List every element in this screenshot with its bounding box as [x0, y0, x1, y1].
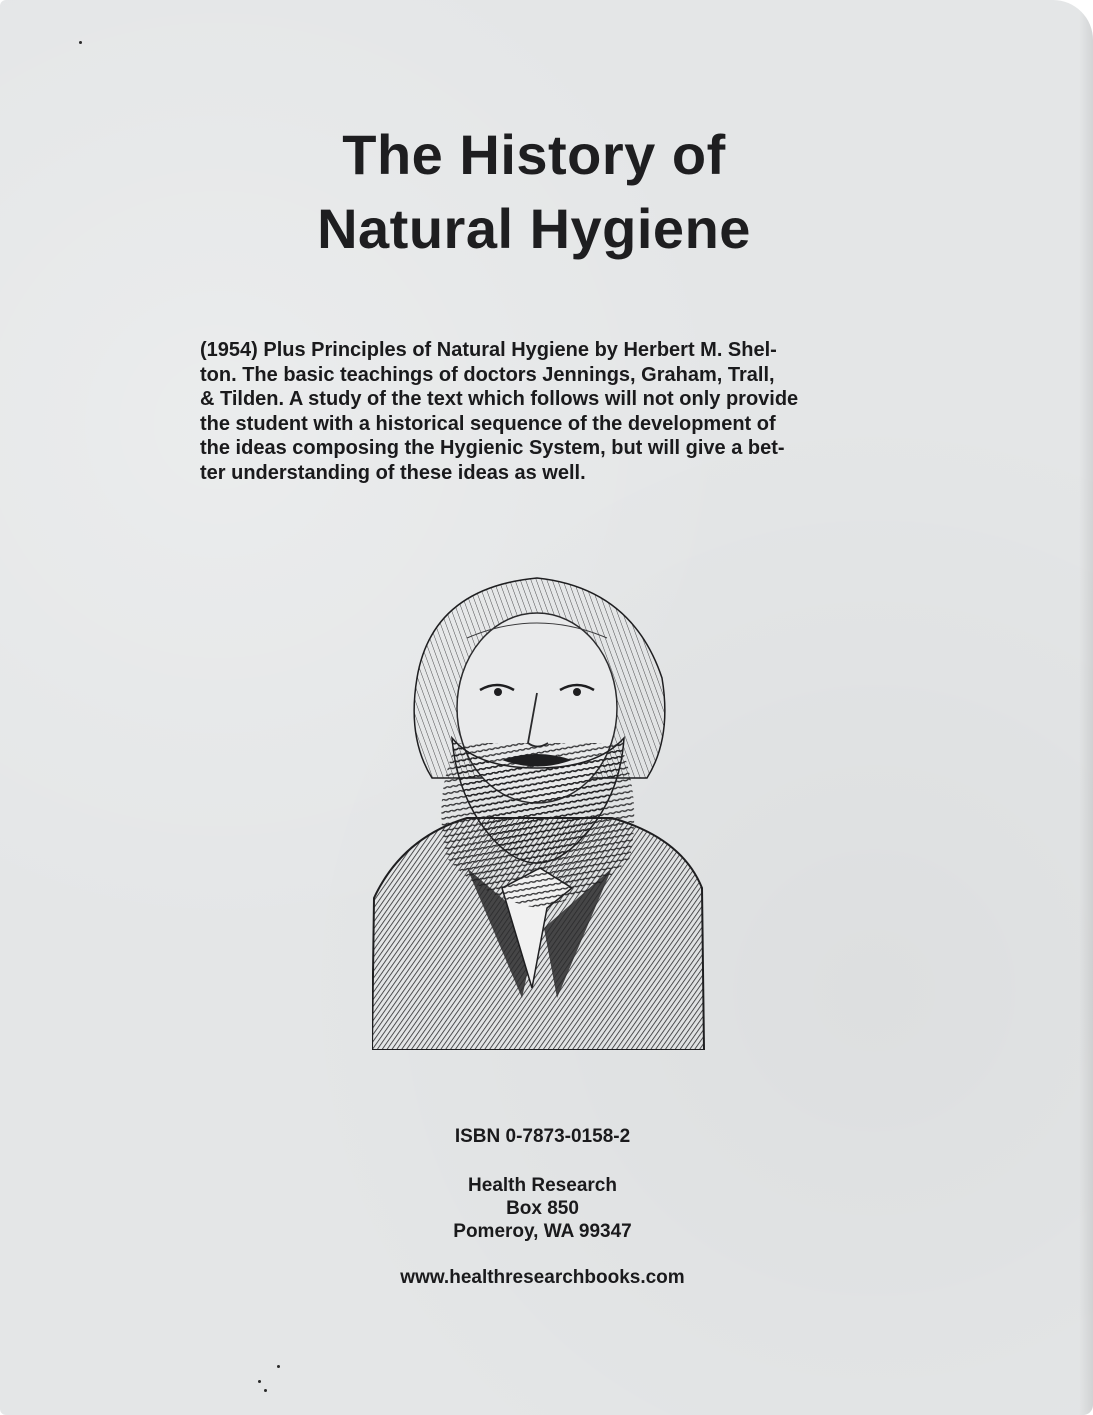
- description-line: ton. The basic teachings of doctors Jennings, Graham, Trall,: [200, 363, 775, 386]
- paper-speck: [264, 1389, 267, 1392]
- engraved-portrait-image: [372, 568, 706, 1050]
- book-title: [0, 118, 1068, 266]
- paper-speck: [258, 1380, 261, 1383]
- paper-speck: [79, 41, 82, 44]
- description-line: the student with a historical sequence of the development of: [200, 412, 776, 435]
- publisher-box: Box 850: [506, 1198, 579, 1219]
- publisher-address: [0, 1174, 1085, 1243]
- book-title-line-1: The History of: [342, 123, 726, 186]
- publisher-city: Pomeroy, WA 99347: [453, 1221, 632, 1242]
- description-line: the ideas composing the Hygienic System, but will give a bet-: [200, 437, 785, 459]
- book-description: [200, 338, 874, 485]
- book-title-line-2: Natural Hygiene: [317, 197, 751, 260]
- isbn-number: ISBN 0-7873-0158-2: [454, 1126, 631, 1147]
- description-line: & Tilden. A study of the text which follows will not only provide: [200, 388, 799, 410]
- description-line: ter understanding of these ideas as well.: [200, 461, 586, 484]
- paper-speck: [277, 1365, 280, 1368]
- publisher-name: Health Research: [468, 1175, 617, 1196]
- description-line: (1954) Plus Principles of Natural Hygiene by Herbert M. Shel-: [200, 339, 777, 361]
- publisher-website: www.healthresearchbooks.com: [400, 1267, 685, 1288]
